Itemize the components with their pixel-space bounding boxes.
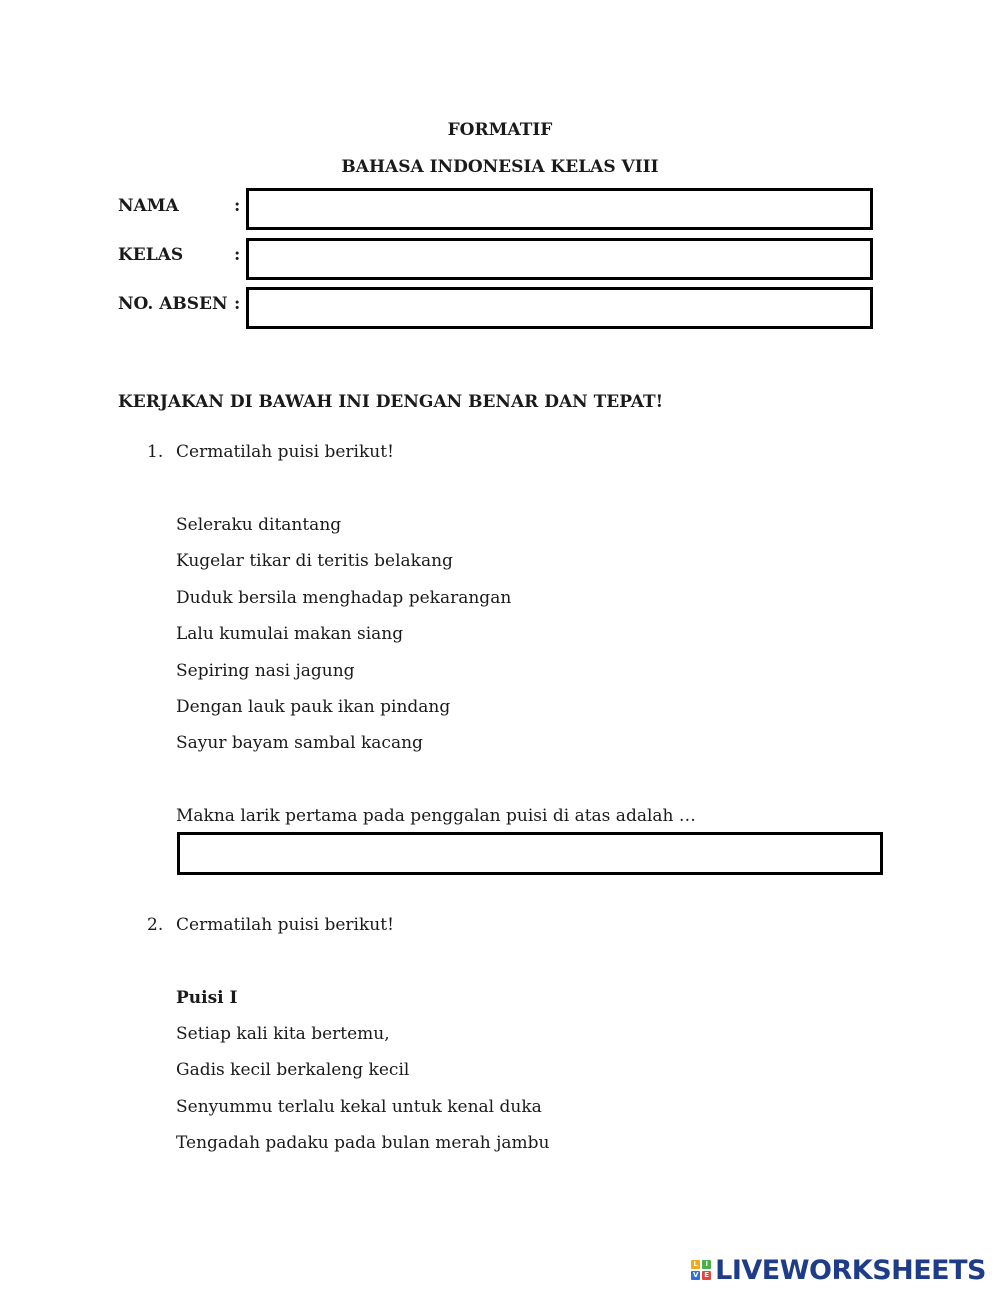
nama-colon: : [234,196,241,216]
poem-1-line: Seleraku ditantang [176,515,342,535]
poem-1-line: Sepiring nasi jagung [176,661,355,681]
poem-2-line: Gadis kecil berkaleng kecil [176,1060,410,1080]
poem-1-line: Duduk bersila menghadap pekarangan [176,588,512,608]
question-1-answer-input[interactable] [177,832,883,875]
question-2-prompt: Cermatilah puisi berikut! [176,915,394,935]
question-1-text: Makna larik pertama pada penggalan puisi di atas adalah … [176,806,696,826]
poem-1-line: Kugelar tikar di teritis belakang [176,551,453,571]
nama-label: NAMA [118,196,179,216]
absen-input[interactable] [246,287,873,329]
page-subtitle: BAHASA INDONESIA KELAS VIII [341,157,659,177]
poem-2-line: Setiap kali kita bertemu, [176,1024,390,1044]
poem-2-title: Puisi I [176,988,238,1008]
poem-1-line: Lalu kumulai makan siang [176,624,404,644]
logo-tile: V [692,1271,699,1279]
page-title: FORMATIF [447,120,553,140]
logo-text: LIVEWORKSHEETS [715,1254,986,1286]
instruction: KERJAKAN DI BAWAH INI DENGAN BENAR DAN TEPAT! [118,392,664,412]
poem-2-line: Senyummu terlalu kekal untuk kenal duka [176,1097,542,1117]
logo-tile: I [702,1260,711,1269]
poem-1-line: Sayur bayam sambal kacang [176,733,423,753]
logo-tile: L [691,1260,700,1269]
absen-colon: : [234,294,241,314]
question-1-prompt: Cermatilah puisi berikut! [176,442,394,462]
kelas-colon: : [234,245,241,265]
poem-1-line: Dengan lauk pauk ikan pindang [176,697,451,717]
question-1-number: 1. [147,442,164,462]
poem-2-line: Tengadah padaku pada bulan merah jambu [176,1133,550,1153]
question-2-number: 2. [147,915,164,935]
kelas-input[interactable] [246,238,873,280]
logo-grid-icon [691,1260,711,1280]
kelas-label: KELAS [118,245,184,265]
logo-tile: E [702,1271,711,1280]
liveworksheets-logo [691,1255,986,1285]
absen-label: NO. ABSEN [118,294,228,314]
nama-input[interactable] [246,188,873,230]
